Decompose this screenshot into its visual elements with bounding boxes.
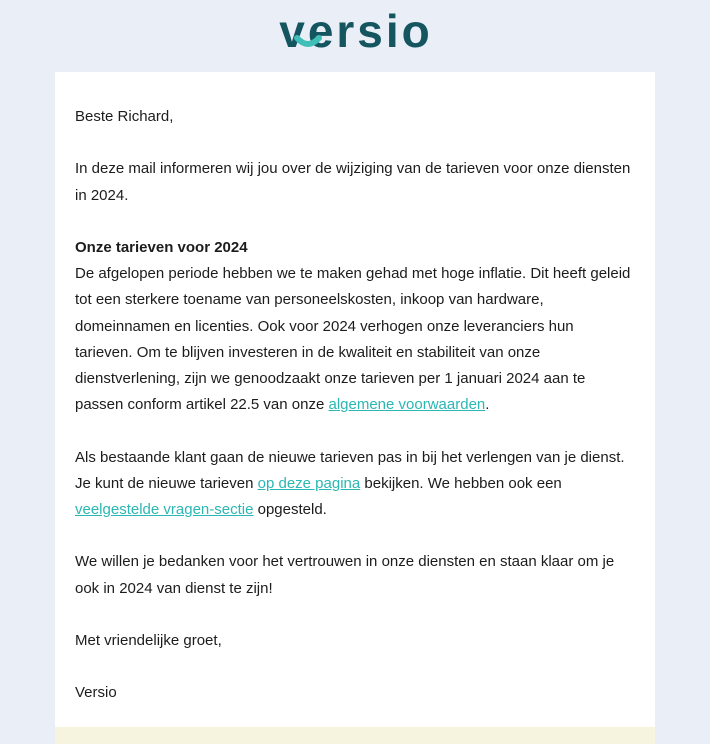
existing-text-3: opgesteld. [253,501,327,518]
email-body-card [55,72,655,727]
email-header [0,0,710,72]
versio-logo[interactable] [256,10,456,54]
tariffs-section [75,235,635,418]
existing-text-2: bekijken. We hebben ook een [360,474,562,492]
email-content [55,72,655,707]
existing-text-1: Als bestaande klant gaan de nieuwe tarieven pas in bij het verlengen van je dienst. Je kunt de nieuwe tarieven [75,448,625,492]
footer-band [55,727,655,744]
section-body-end: . [485,396,490,414]
existing-customers-paragraph [75,445,635,524]
section-heading: Onze tarieven voor 2024 [75,238,248,256]
terms-link[interactable]: algemene voorwaarden [328,396,486,414]
greeting: Beste Richard, [75,108,174,125]
thanks-paragraph: We willen je bedanken voor het vertrouwen in onze diensten en staan klaar om je ook in 2024 van dienst te zijn! [75,553,615,597]
section-body: De afgelopen periode hebben we te maken gehad met hoge inflatie. Dit heeft geleid tot een sterkere toename van personeelskosten, inkoop van hardware, domeinnamen en licenties. Ook voor 2024 verhogen onze leveranciers hun tarieven. Om te blijven investeren in de kwaliteit en stabiliteit van onze dienstverlening, zijn we genoodzaakt onze tarieven per 1 januari 2024 aan te passen conform artikel 22.5 van onze [75,265,631,414]
tariffs-page-link[interactable]: op deze pagina [257,474,361,492]
intro-paragraph: In deze mail informeren wij jou over de wijziging van de tarieven voor onze diensten in 2024. [75,160,631,204]
faq-link[interactable]: veelgestelde vragen-sectie [75,501,254,518]
logo-wordmark: versio [279,10,433,54]
closing: Met vriendelijke groet, [75,631,222,649]
signature: Versio [75,684,117,702]
